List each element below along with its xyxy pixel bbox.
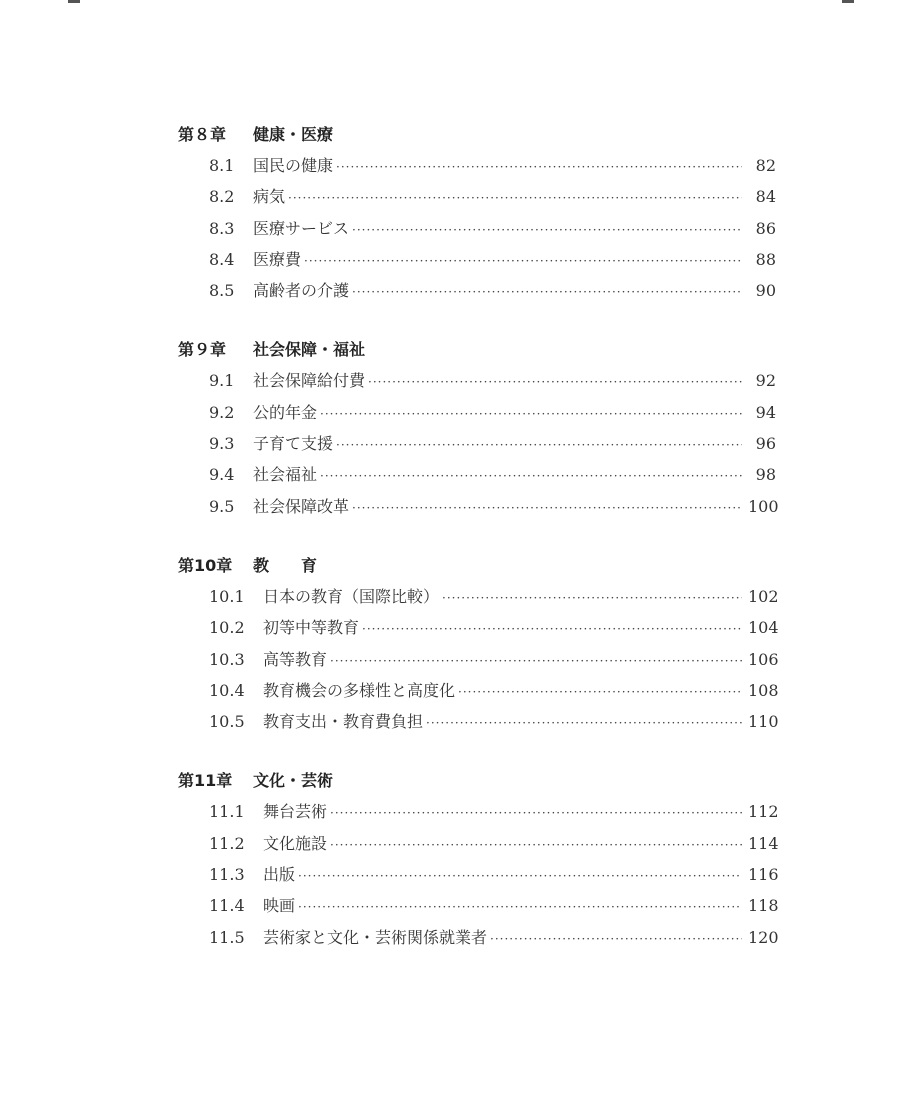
page-number: 92	[755, 371, 776, 391]
section-title: 文化施設	[263, 833, 328, 853]
chapter-8	[178, 120, 776, 306]
section-title: 社会福祉	[253, 465, 318, 485]
page-number: 114	[748, 833, 779, 853]
toc-entry[interactable]	[178, 796, 779, 827]
section-title: 初等中等教育	[263, 618, 360, 638]
section-number: 10.3	[209, 649, 245, 669]
page-number: 96	[755, 434, 776, 454]
toc-entry[interactable]	[178, 644, 779, 675]
leader-dots	[336, 430, 742, 461]
leader-dots	[426, 708, 742, 739]
toc-entry[interactable]	[178, 922, 779, 953]
toc-entry[interactable]	[178, 612, 779, 643]
chapter-heading	[178, 551, 776, 581]
leader-dots	[352, 493, 742, 524]
section-number: 9.4	[209, 465, 235, 485]
section-number: 11.1	[209, 802, 245, 822]
toc-entry[interactable]	[178, 828, 779, 859]
section-number: 8.3	[209, 218, 235, 238]
section-title: 舞台芸術	[263, 802, 328, 822]
page-number: 110	[748, 712, 779, 732]
chapter-title: 文化・芸術	[253, 771, 334, 791]
crop-mark-left	[68, 0, 80, 3]
section-number: 9.5	[209, 496, 235, 516]
section-number: 10.4	[209, 680, 245, 700]
section-number: 8.4	[209, 249, 235, 269]
section-title: 映画	[263, 896, 296, 916]
section-number: 11.5	[209, 927, 245, 947]
section-title: 日本の教育（国際比較）	[263, 586, 440, 606]
section-title: 病気	[253, 187, 286, 207]
chapter-title: 健康・医療	[253, 125, 334, 144]
leader-dots	[320, 399, 742, 430]
toc-entry[interactable]	[178, 706, 779, 737]
leader-dots	[330, 646, 742, 677]
section-title: 国民の健康	[253, 156, 334, 175]
page-number: 90	[755, 281, 776, 301]
page-number: 98	[755, 465, 776, 485]
toc-entry[interactable]	[178, 859, 779, 890]
chapter-11	[178, 766, 779, 952]
toc-entry[interactable]	[178, 428, 776, 459]
page-number: 102	[748, 586, 779, 606]
leader-dots	[352, 215, 742, 246]
page-number: 82	[755, 156, 776, 175]
chapter-heading	[178, 335, 776, 365]
page-number: 108	[748, 680, 779, 700]
section-title: 医療サービス	[253, 218, 350, 238]
page-number: 100	[748, 496, 779, 516]
page-number: 118	[748, 896, 779, 916]
leader-dots	[442, 583, 742, 614]
section-number: 10.1	[209, 586, 245, 606]
leader-dots	[330, 830, 742, 861]
section-title: 高等教育	[263, 649, 328, 669]
section-title: 社会保障給付費	[253, 371, 366, 391]
section-number: 10.2	[209, 618, 245, 638]
toc-entry[interactable]	[178, 365, 776, 396]
page-number: 84	[755, 187, 776, 207]
toc-entry[interactable]	[178, 150, 776, 181]
section-number: 8.5	[209, 281, 235, 301]
section-title: 公的年金	[253, 402, 318, 422]
leader-dots	[336, 152, 742, 183]
toc-entry[interactable]	[178, 213, 776, 244]
section-title: 子育て支援	[253, 434, 334, 454]
section-title: 教育機会の多様性と高度化	[263, 680, 456, 700]
chapter-10	[178, 551, 779, 737]
section-number: 11.2	[209, 833, 245, 853]
page-number: 104	[748, 618, 779, 638]
toc-entry[interactable]	[178, 275, 776, 306]
toc-entry[interactable]	[178, 675, 779, 706]
section-number: 9.1	[209, 371, 235, 391]
page-number: 112	[748, 802, 779, 822]
crop-mark-right	[842, 0, 854, 3]
chapter-title: 社会保障・福祉	[253, 340, 366, 360]
chapter-heading	[178, 120, 776, 150]
section-number: 9.3	[209, 434, 235, 454]
leader-dots	[368, 367, 742, 398]
section-number: 11.3	[209, 865, 245, 885]
leader-dots	[362, 614, 742, 645]
leader-dots	[304, 246, 742, 277]
chapter-title: 教 育	[253, 555, 318, 575]
leader-dots	[298, 892, 742, 923]
leader-dots	[490, 924, 742, 955]
section-title: 出版	[263, 865, 296, 885]
chapter-9	[178, 335, 779, 521]
chapter-label: 第９章	[178, 340, 227, 360]
chapter-label: 第10章	[178, 555, 233, 575]
section-title: 社会保障改革	[253, 496, 350, 516]
chapter-label: 第８章	[178, 125, 227, 144]
table-of-contents	[178, 120, 779, 982]
page-number: 120	[748, 927, 779, 947]
toc-entry[interactable]	[178, 244, 776, 275]
page-number: 86	[755, 218, 776, 238]
section-number: 8.1	[209, 156, 235, 175]
toc-entry[interactable]	[178, 581, 779, 612]
page-number: 116	[748, 865, 779, 885]
chapter-label: 第11章	[178, 771, 233, 791]
leader-dots	[352, 277, 742, 308]
toc-entry[interactable]	[178, 181, 776, 212]
leader-dots	[298, 861, 742, 892]
section-number: 10.5	[209, 712, 245, 732]
section-number: 8.2	[209, 187, 235, 207]
section-title: 高齢者の介護	[253, 281, 350, 301]
page-number: 88	[755, 249, 776, 269]
toc-entry[interactable]	[178, 890, 779, 921]
leader-dots	[288, 183, 742, 214]
section-title: 芸術家と文化・芸術関係就業者	[263, 927, 488, 947]
page-number: 94	[755, 402, 776, 422]
section-number: 9.2	[209, 402, 235, 422]
section-number: 11.4	[209, 896, 245, 916]
section-title: 医療費	[253, 249, 302, 269]
section-title: 教育支出・教育費負担	[263, 712, 424, 732]
leader-dots	[320, 461, 742, 492]
toc-entry[interactable]	[178, 459, 776, 490]
toc-entry[interactable]	[178, 491, 779, 522]
page-number: 106	[748, 649, 779, 669]
chapter-heading	[178, 766, 776, 796]
leader-dots	[330, 798, 742, 829]
toc-entry[interactable]	[178, 397, 776, 428]
leader-dots	[458, 677, 742, 708]
